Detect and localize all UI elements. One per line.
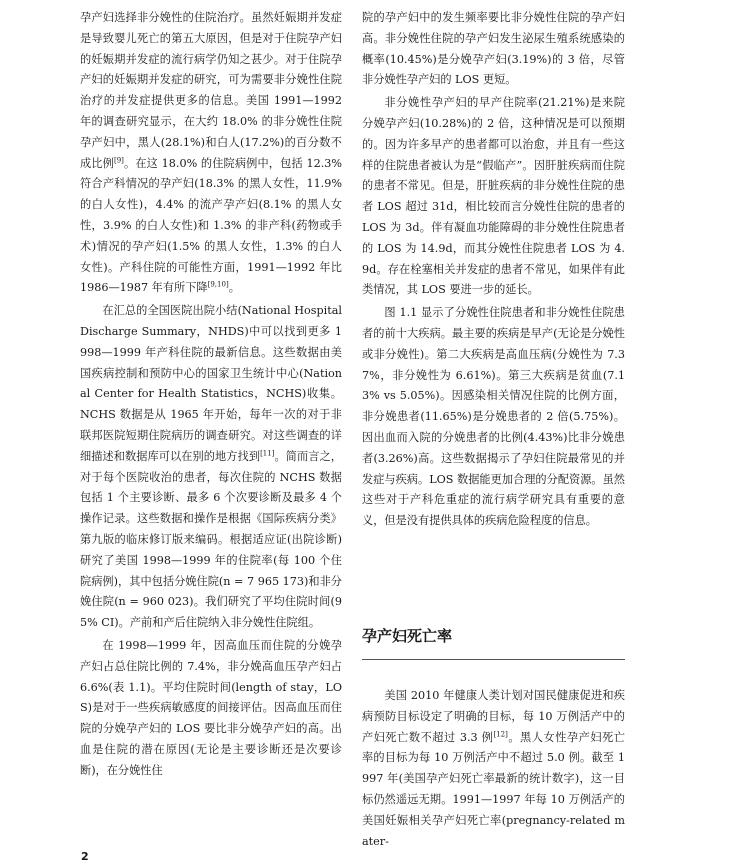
right-column-bottom: [362, 686, 625, 852]
right-column-top: [362, 8, 625, 532]
paragraph: 在 1998—1999 年，因高血压而住院的分娩孕产妇占总住院比例的 7.4%，非分娩高血压孕产妇占 6.6%(表 1.1)。平均住院时间(length of stay，LOS)是对于一些疾病敏感度的间接评估。因高血压而住院的分娩孕产妇的 LOS 要比非分娩孕产妇的高。出血是住院的潜在原因(无论是主要诊断还是次要诊断)，在分娩性住: [80, 638, 342, 777]
text: 。在这 18.0% 的住院病例中，包括 12.3% 符合产科情况的孕产妇(18.3% 的黑人女性，11.9% 的白人女性)，4.4% 的流产孕产妇(8.1% 的黑人女性，3.9% 的白人女性)和 1.3% 的非产科(药物或手术)情况的孕产妇(1.5% 的黑人女性，1.3% 的白人女性)。产科住院的可能性方面，1991—1992 年比 1986—1987 年有所下降: [80, 156, 342, 295]
text: 。黑人女性孕产妇死亡率的目标为每 10 万例活产中不超过 5.0 例。截至 1997 年(美国孕产妇死亡率最新的统计数字)，这一目标仍然遥远无期。1991—1997 年每 10 万例活产的美国妊娠相关孕产妇死亡率(pregnancy-related mater-: [362, 730, 625, 848]
text: 美国 2010 年健康人类计划对国民健康促进和疾病预防目标设定了明确的目标，每 10 万例活产中的产妇死亡数不超过 3.3 例: [362, 689, 625, 744]
citation: [12]: [493, 729, 508, 738]
section-divider: [362, 659, 625, 660]
text: 。: [228, 281, 240, 295]
paragraph: 非分娩性孕产妇的早产住院率(21.21%)是来院分娩孕产妇(10.28%)的 2 倍，这种情况是可以预期的。因为许多早产的患者都可以治愈，并且有一些这样的住院患者被认为是“假临产”。因肝脏疾病而住院的患者不常见。但是，肝脏疾病的非分娩性住院的患者 LOS 超过 31d，相比较而言分娩性住院的患者的 LOS 为 3d。伴有凝血功能障碍的非分娩性住院患者的 LOS 为 14.9d，而其分娩性住院患者 LOS 为 4.9d。存在栓塞相关并发症的患者不常见，如果伴有此类情况，其 LOS 要进一步的延长。: [362, 96, 625, 297]
citation: [11]: [260, 449, 275, 457]
text: 孕产妇选择非分娩性的住院治疗。虽然妊娠期并发症是导致婴儿死亡的第五大原因，但是对于住院孕产妇的妊娠期并发症的流行病学仍知之甚少。对于住院孕产妇的妊娠期并发症的研究，可为需要非分娩性住院治疗的并发症提供更多的信息。美国 1991—1992 年的调查研究显示，在大约 18.0% 的非分娩性住院孕产妇中，黑人(28.1%)和白人(17.2%)的百分数不成比例: [80, 11, 342, 170]
paragraph: 图 1.1 显示了分娩性住院患者和非分娩性住院患者的前十大疾病。最主要的疾病是早产(无论是分娩性或非分娩性)。第二大疾病是高血压病(分娩性为 7.37%，非分娩性为 6.61%)。第三大疾病是贫血(7.13% vs 5.05%)。因感染相关情况住院的比例方面，非分娩患者(11.65%)是分娩患者的 2 倍(5.75%)。因出血而入院的分娩患者的比例(4.43%)比非分娩患者(3.26%)高。这些数据揭示了孕妇住院最常见的并发症与疾病。LOS 数据能更加合理的分配资源。虽然这些对于产科危重症的流行病学研究具有重要的意义，但是没有提供具体的疾病危险程度的信息。: [362, 306, 625, 528]
citation: [9,10]: [207, 280, 229, 289]
page-number: 2: [81, 850, 89, 863]
text: 在汇总的全国医院出院小结(National Hospital Discharge Summary，NHDS)中可以找到更多 1998—1999 年产科住院的最新信息。这些数据由美国疾病控制和预防中心的国家卫生统计中心(National Center for Health Statistics，NCHS)收集。NCHS 数据是从 1965 年开始，每年一次的对于非联邦医院短期住院病历的调查研究。对这些调查的详细描述和数据库可以在别的地方找到: [80, 304, 342, 463]
paragraph: [80, 8, 342, 299]
left-column: [80, 8, 342, 781]
paragraph: 院的孕产妇中的发生频率要比非分娩性住院的孕产妇高。非分娩性住院的孕产妇发生泌尿生殖系统感染的概率(10.45%)是分娩孕产妇(3.19%)的 3 倍，尽管非分娩性孕产妇的 LOS 更短。: [362, 11, 625, 87]
text: 。简而言之，对于每个医院收治的患者，每次住院的 NCHS 数据包括 1 个主要诊断、最多 6 个次要诊断及最多 4 个操作记录。这些数据和操作是根据《国际疾病分类》第九版的临床修订版来编码。根据适应证(出院诊断)研究了美国 1998—1999 年的住院率(每 100 个住院病例)，其中包括分娩住院(n = 7 965 173)和非分娩住院(n = 960 023)。我们研究了平均住院时间(95% CI)。产前和产后住院纳入非分娩性住院组。: [80, 449, 342, 630]
citation: [9]: [113, 155, 124, 164]
paragraph: [80, 301, 342, 634]
paragraph: [362, 686, 625, 852]
section-title: 孕产妇死亡率: [362, 627, 453, 645]
